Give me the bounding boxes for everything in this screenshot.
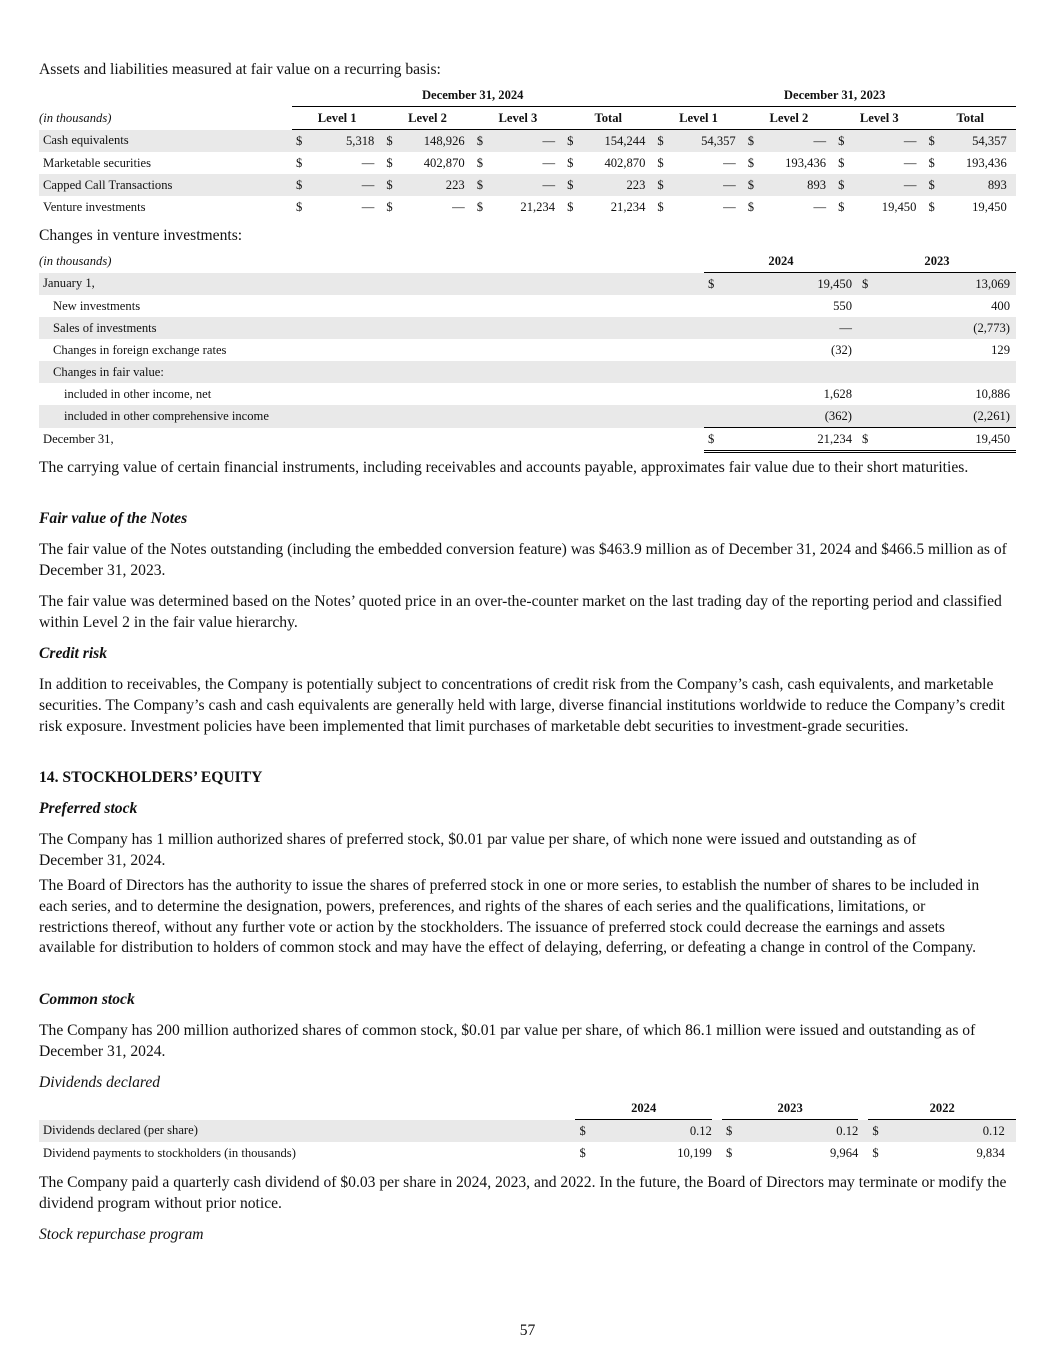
cell-spacer <box>645 130 653 153</box>
table-row <box>39 273 1016 296</box>
currency-symbol <box>704 405 722 428</box>
currency-symbol: $ <box>872 1145 879 1160</box>
cell-spacer <box>826 196 834 218</box>
dividends-year: 2022 <box>868 1097 1016 1120</box>
cell-spacer <box>555 174 563 196</box>
cell-spacer <box>1010 361 1016 383</box>
row-label: December 31, <box>43 432 114 446</box>
currency-symbol <box>858 295 876 317</box>
fair-value-table <box>39 84 1016 218</box>
cell-value: 0.12 <box>887 1120 1005 1143</box>
currency-symbol: $ <box>747 199 755 214</box>
cell-value: (362) <box>722 405 852 428</box>
currency-symbol <box>858 405 876 428</box>
fv-level-header-row <box>39 107 1016 130</box>
cell-value: — <box>723 155 736 170</box>
cell-spacer <box>1005 1120 1016 1143</box>
currency-symbol: $ <box>838 155 845 170</box>
section-title: 14. STOCKHOLDERS’ EQUITY <box>39 769 263 786</box>
cell-value: 21,234 <box>722 428 852 452</box>
currency-symbol: $ <box>653 174 671 196</box>
cell-spacer <box>1007 130 1016 153</box>
cell-spacer <box>555 130 563 153</box>
dividends-year: 2023 <box>722 1097 858 1120</box>
currency-symbol: $ <box>858 428 876 452</box>
currency-symbol: $ <box>567 155 574 170</box>
table-row <box>39 405 1016 428</box>
cell-spacer <box>736 196 744 218</box>
row-label: Capped Call Transactions <box>39 174 292 196</box>
currency-symbol <box>704 383 722 405</box>
cell-value: 400 <box>991 298 1010 313</box>
table-row <box>39 317 1016 339</box>
dividends-heading: Dividends declared <box>39 1074 161 1091</box>
currency-symbol: $ <box>382 130 400 153</box>
fv-period-2023: December 31, 2023 <box>653 84 1016 107</box>
cell-value: 193,436 <box>965 155 1007 170</box>
cell-value: — <box>813 199 827 214</box>
cell-value: — <box>722 317 852 339</box>
currency-symbol: $ <box>563 174 581 196</box>
cell-spacer <box>465 152 473 174</box>
table-row <box>39 339 1016 361</box>
currency-symbol: $ <box>928 155 935 170</box>
table-row <box>39 361 1016 383</box>
cell-value: — <box>491 174 555 196</box>
venture-year-2023: 2023 <box>858 250 1016 273</box>
cell-value: — <box>762 130 826 153</box>
currency-symbol: $ <box>722 1120 740 1143</box>
cell-value: — <box>310 174 374 196</box>
cell-spacer <box>374 152 382 174</box>
fv-col-header: Total <box>924 107 1016 130</box>
cell-value: 19,450 <box>876 428 1010 452</box>
cell-value: 19,450 <box>972 199 1007 214</box>
cell-value: 402,870 <box>423 155 465 170</box>
preferred-paragraph-1: The Company has 1 million authorized shares of preferred stock, $0.01 par value per share, of which none were issued and outstanding as of December 31, 2024. <box>39 831 917 869</box>
cell-value: — <box>852 174 916 196</box>
currency-symbol: $ <box>386 199 393 214</box>
table-row <box>39 295 1016 317</box>
currency-symbol: $ <box>868 1120 886 1143</box>
dividends-header-row <box>39 1097 1016 1120</box>
cell-value: (2,261) <box>876 405 1010 428</box>
cell-spacer <box>1010 383 1016 405</box>
cell-spacer <box>736 174 744 196</box>
cell-value: 21,234 <box>520 199 556 214</box>
currency-symbol <box>704 339 722 361</box>
cell-value: — <box>491 130 555 153</box>
fv-col-header: Level 3 <box>473 107 563 130</box>
cell-spacer <box>374 174 382 196</box>
notes-heading: Fair value of the Notes <box>39 510 188 527</box>
cell-value: — <box>903 155 917 170</box>
cell-value: 5,318 <box>310 130 374 153</box>
fv-col-header: Level 3 <box>834 107 924 130</box>
row-label: Cash equivalents <box>39 130 292 153</box>
currency-symbol: $ <box>476 155 484 170</box>
currency-symbol: $ <box>924 174 942 196</box>
cell-value: 550 <box>833 298 852 313</box>
currency-symbol: $ <box>924 130 942 153</box>
row-label: Marketable securities <box>43 155 152 170</box>
currency-symbol <box>704 361 722 383</box>
dividends-paragraph: The Company paid a quarterly cash dividend of $0.03 per share in 2024, 2023, and 2022. In the future, the Board of Directors may terminate or modify the dividend program without prior notice. <box>39 1174 1007 1212</box>
cell-value: — <box>671 174 735 196</box>
cell-value: 893 <box>762 174 826 196</box>
row-label: included in other income, net <box>64 386 212 401</box>
cell-spacer <box>826 152 834 174</box>
fair-value-intro: Assets and liabilities measured at fair value on a recurring basis: <box>39 61 441 78</box>
table-row <box>39 383 1016 405</box>
cell-value: 129 <box>991 342 1010 357</box>
cell-spacer <box>1010 405 1016 428</box>
currency-symbol: $ <box>579 1145 586 1160</box>
row-label: Changes in fair value: <box>39 361 704 383</box>
cell-spacer <box>712 1142 722 1164</box>
fv-col-header: Level 2 <box>382 107 472 130</box>
cell-value: 10,199 <box>677 1145 712 1160</box>
currency-symbol: $ <box>476 199 484 214</box>
currency-symbol <box>704 295 722 317</box>
currency-symbol: $ <box>834 174 852 196</box>
cell-value: 10,886 <box>975 386 1010 401</box>
cell-value: 0.12 <box>740 1120 858 1143</box>
cell-value: 223 <box>581 174 645 196</box>
currency-symbol: $ <box>747 155 755 170</box>
table-row <box>39 1142 1016 1164</box>
credit-risk-paragraph: In addition to receivables, the Company is potentially subject to concentrations of credit risk from the Company’s cash, cash equivalents, and marketable securities. The Company’s cash and cash equivalents are generally held with large, diverse financial institutions worldwide to reduce the Company’s credit risk exposure. Investment policies have been implemented that limit purchases of marketable debt securities to investment-grade securities. <box>39 676 1005 735</box>
cell-value <box>876 361 1010 383</box>
repurchase-heading: Stock repurchase program <box>39 1226 204 1243</box>
venture-table <box>39 250 1016 453</box>
common-stock-paragraph: The Company has 200 million authorized shares of common stock, $0.01 par value per share, of which 86.1 million were issued and outstanding as of December 31, 2024. <box>39 1022 976 1060</box>
page-number: 57 <box>519 1322 536 1339</box>
cell-spacer <box>712 1120 722 1143</box>
cell-spacer <box>1010 317 1016 339</box>
cell-value: 54,357 <box>671 130 735 153</box>
currency-symbol: $ <box>657 199 664 214</box>
cell-spacer <box>826 174 834 196</box>
cell-value: 13,069 <box>876 273 1010 296</box>
common-stock-heading: Common stock <box>39 991 135 1008</box>
row-label: Dividends declared (per share) <box>39 1120 575 1143</box>
venture-year-2024: 2024 <box>704 250 858 273</box>
cell-value: 402,870 <box>604 155 646 170</box>
cell-value: — <box>542 155 556 170</box>
credit-risk-heading: Credit risk <box>39 645 108 662</box>
cell-value: (32) <box>831 342 852 357</box>
cell-spacer <box>1010 295 1016 317</box>
table-row <box>39 152 1016 174</box>
cell-value: 154,244 <box>581 130 645 153</box>
cell-spacer <box>1007 174 1016 196</box>
row-label: included in other comprehensive income <box>39 405 704 428</box>
cell-value: 9,964 <box>829 1145 859 1160</box>
currency-symbol: $ <box>386 155 393 170</box>
currency-symbol: $ <box>473 174 491 196</box>
cell-value: — <box>723 199 736 214</box>
cell-value: (2,773) <box>876 317 1010 339</box>
currency-symbol: $ <box>744 174 762 196</box>
cell-spacer <box>645 174 653 196</box>
cell-spacer <box>858 1142 868 1164</box>
cell-spacer <box>555 196 563 218</box>
currency-symbol: $ <box>725 1145 733 1160</box>
currency-symbol: $ <box>575 1120 593 1143</box>
cell-value: 21,234 <box>610 199 646 214</box>
fv-col-header: Total <box>563 107 653 130</box>
fv-col-header: Level 1 <box>292 107 382 130</box>
notes-paragraph-2: The fair value was determined based on the Notes’ quoted price in an over-the-counter market on the last trading day of the reporting period and classified within Level 2 in the fair value hierarchy. <box>39 593 1002 631</box>
dividends-year: 2024 <box>575 1097 711 1120</box>
currency-symbol: $ <box>296 155 303 170</box>
cell-spacer <box>465 196 473 218</box>
currency-symbol: $ <box>858 273 876 296</box>
cell-value: — <box>361 199 375 214</box>
cell-spacer <box>858 1120 868 1143</box>
table-row <box>39 196 1016 218</box>
cell-spacer <box>374 130 382 153</box>
fv-period-header-row <box>39 84 1016 107</box>
cell-spacer <box>555 152 563 174</box>
currency-symbol <box>858 361 876 383</box>
row-label: Venture investments <box>43 199 146 214</box>
cell-value: 9,834 <box>976 1145 1005 1160</box>
cell-spacer <box>736 130 744 153</box>
cell-spacer <box>645 196 653 218</box>
row-label: New investments <box>53 298 141 313</box>
cell-spacer <box>465 130 473 153</box>
currency-symbol: $ <box>653 130 671 153</box>
table-row <box>39 1120 1016 1143</box>
cell-spacer <box>916 174 924 196</box>
preferred-paragraph-2: The Board of Directors has the authority to issue the shares of preferred stock in one or more series, to establish the number of shares to be included in each series, and to determine the designation, powers, preferences, and rights of the shares of each series and the qualifications, limitations, or restrictions thereof, without any further vote or action by the stockholders. The issuance of preferred stock could decrease the earnings and assets available for distribution to holders of common stock and may have the effect of delaying, deferring, or defeating a change in control of the Company. <box>39 877 980 957</box>
cell-value <box>722 361 852 383</box>
currency-symbol: $ <box>292 130 310 153</box>
cell-value: 54,357 <box>943 130 1007 153</box>
dividends-table <box>39 1097 1016 1164</box>
cell-value: — <box>852 130 916 153</box>
currency-symbol: $ <box>704 428 722 452</box>
table-row <box>39 130 1016 153</box>
table-row <box>39 174 1016 196</box>
currency-symbol: $ <box>567 199 574 214</box>
cell-spacer <box>645 152 653 174</box>
cell-spacer <box>465 174 473 196</box>
cell-spacer <box>736 152 744 174</box>
cell-value: — <box>361 155 375 170</box>
row-label: Sales of investments <box>39 317 704 339</box>
cell-spacer <box>916 130 924 153</box>
venture-units: (in thousands) <box>39 253 112 268</box>
currency-symbol <box>704 317 722 339</box>
fv-col-header: Level 1 <box>653 107 743 130</box>
currency-symbol: $ <box>563 130 581 153</box>
cell-spacer <box>1010 428 1016 452</box>
cell-value: 193,436 <box>785 155 827 170</box>
currency-symbol <box>858 317 876 339</box>
notes-paragraph-1: The fair value of the Notes outstanding (including the embedded conversion feature) was $463.9 million as of December 31, 2024 and $466.5 million as of December 31, 2023. <box>39 541 1007 579</box>
currency-symbol: $ <box>928 199 935 214</box>
currency-symbol: $ <box>704 273 722 296</box>
row-label: January 1, <box>39 273 704 296</box>
cell-value: 1,628 <box>823 386 852 401</box>
cell-spacer <box>1010 273 1016 296</box>
cell-value: 19,450 <box>881 199 917 214</box>
currency-symbol <box>858 383 876 405</box>
cell-spacer <box>916 152 924 174</box>
currency-symbol: $ <box>296 199 303 214</box>
currency-symbol <box>858 339 876 361</box>
cell-spacer <box>1010 339 1016 361</box>
preferred-stock-heading: Preferred stock <box>39 800 138 817</box>
cell-spacer <box>1007 196 1016 218</box>
currency-symbol: $ <box>838 199 845 214</box>
cell-value: 148,926 <box>400 130 464 153</box>
currency-symbol: $ <box>292 174 310 196</box>
currency-symbol: $ <box>657 155 664 170</box>
row-label: Changes in foreign exchange rates <box>53 342 227 357</box>
fv-col-header: Level 2 <box>744 107 834 130</box>
cell-value: 0.12 <box>594 1120 712 1143</box>
cell-spacer <box>1005 1142 1016 1164</box>
cell-spacer <box>826 130 834 153</box>
cell-value: 19,450 <box>722 273 852 296</box>
cell-spacer <box>916 196 924 218</box>
table-row <box>39 428 1016 452</box>
cell-value: 893 <box>943 174 1007 196</box>
currency-symbol: $ <box>744 130 762 153</box>
venture-header-row <box>39 250 1016 273</box>
currency-symbol: $ <box>473 130 491 153</box>
currency-symbol: $ <box>834 130 852 153</box>
currency-symbol: $ <box>382 174 400 196</box>
carrying-value-paragraph: The carrying value of certain financial instruments, including receivables and accounts payable, approximates fair value due to their short maturities. <box>39 459 969 476</box>
cell-value: 223 <box>400 174 464 196</box>
cell-spacer <box>374 196 382 218</box>
cell-spacer <box>1007 152 1016 174</box>
fv-period-2024: December 31, 2024 <box>292 84 653 107</box>
fv-units: (in thousands) <box>39 110 112 125</box>
row-label: Dividend payments to stockholders (in thousands) <box>43 1145 296 1160</box>
cell-value: — <box>452 199 465 214</box>
venture-intro: Changes in venture investments: <box>39 227 243 244</box>
